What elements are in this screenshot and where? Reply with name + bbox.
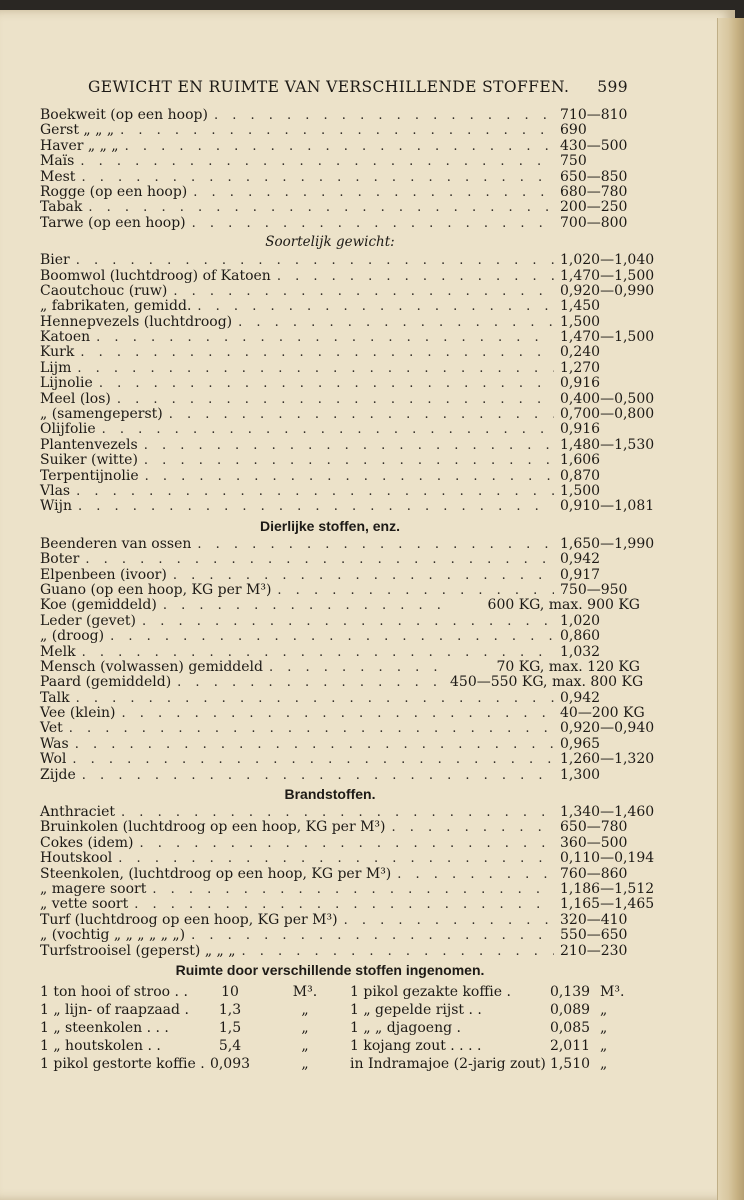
item-label: Meel (los) <box>40 390 111 407</box>
item-value: 1,500 <box>560 482 601 499</box>
list-item <box>40 299 640 314</box>
left-quantity-cell: 0,093 <box>209 1055 251 1072</box>
item-value: 0,700—0,800 <box>560 406 655 423</box>
item-label: Rogge (op een hoop) <box>40 183 188 200</box>
item-label: Haver „ „ „ <box>40 137 119 154</box>
list-item <box>40 568 640 583</box>
leader-dots <box>242 944 555 959</box>
item-value: 210—230 <box>560 942 628 959</box>
item-value: 550—650 <box>560 927 628 944</box>
item-label: Gerst „ „ „ <box>40 122 115 139</box>
list-item <box>40 867 640 882</box>
leader-dots <box>120 123 554 138</box>
leader-dots <box>121 805 554 820</box>
page-content <box>40 107 655 1073</box>
item-value: 0,917 <box>560 566 601 583</box>
leader-dots <box>344 913 554 928</box>
item-label: Wol <box>40 751 67 768</box>
item-value: 0,942 <box>560 551 601 568</box>
item-value: 600 KG, max. 900 KG <box>487 597 640 614</box>
leader-dots <box>163 598 444 613</box>
item-label: Anthraciet <box>40 804 116 821</box>
left-unit-cell: „ <box>301 1001 309 1018</box>
item-label: Terpentijnolie <box>40 467 139 484</box>
leader-dots <box>80 345 554 360</box>
leader-dots <box>75 737 554 752</box>
item-label: „ (samengeperst) <box>40 406 163 423</box>
leader-dots <box>139 836 554 851</box>
leader-dots <box>122 706 554 721</box>
item-value: 1,300 <box>560 766 601 783</box>
list-item <box>40 315 640 330</box>
left-item-cell: 1 „ steenkolen . . . <box>40 1019 169 1036</box>
right-item-cell: 1 kojang zout . . . . <box>350 1037 482 1054</box>
fuels-heading: Brandstoffen. <box>284 786 376 803</box>
leader-dots <box>214 108 554 123</box>
leader-dots <box>76 253 554 268</box>
right-item-cell: in Indramajoe (2-jarig zout) <box>350 1055 546 1072</box>
list-item <box>40 880 655 897</box>
item-value: 1,470—1,500 <box>560 267 655 284</box>
item-value: 1,032 <box>560 643 601 660</box>
left-quantity-cell: 5,4 <box>218 1037 242 1054</box>
leader-dots <box>80 154 554 169</box>
list-item <box>40 629 640 644</box>
leader-dots <box>102 422 554 437</box>
item-value: 1,340—1,460 <box>560 804 655 821</box>
item-value: 0,965 <box>560 735 601 752</box>
item-label: Lijnolie <box>40 375 93 392</box>
item-value: 750 <box>560 153 587 170</box>
right-quantity-cell: 2,011 <box>549 1037 591 1054</box>
item-value: 70 KG, max. 120 KG <box>496 658 640 675</box>
specific-weight-list <box>40 252 655 515</box>
leader-dots <box>197 299 554 314</box>
item-label: Turf (luchtdroog op een hoop, KG per M³) <box>40 911 338 928</box>
list-item <box>40 645 640 660</box>
item-value: 1,165—1,465 <box>560 896 655 913</box>
item-value: 690 <box>560 122 587 139</box>
item-value: 760—860 <box>560 865 628 882</box>
left-unit-cell: „ <box>301 1019 309 1036</box>
list-item <box>40 737 640 752</box>
list-item <box>40 453 640 468</box>
item-label: Tarwe (op een hoop) <box>40 214 186 231</box>
list-item <box>40 535 655 552</box>
item-value: 0,910—1,081 <box>560 498 655 515</box>
item-label: Leder (gevet) <box>40 612 136 629</box>
item-label: Olijfolie <box>40 421 96 438</box>
list-item <box>40 329 655 346</box>
list-item <box>40 583 640 598</box>
item-value: 710—810 <box>560 107 628 123</box>
list-item <box>40 170 640 185</box>
space-occupied-table <box>40 983 640 1073</box>
leader-dots <box>191 928 554 943</box>
list-item <box>40 660 640 675</box>
running-head <box>88 78 628 96</box>
running-head-title: GEWICHT EN RUIMTE VAN VERSCHILLENDE STOFFEN. <box>88 78 570 96</box>
item-value: 0,110—0,194 <box>560 850 655 867</box>
item-value: 1,480—1,530 <box>560 436 655 453</box>
table-row <box>40 983 640 1001</box>
item-value: 0,920—0,940 <box>560 720 655 737</box>
item-label: Koe (gemiddeld) <box>40 597 157 614</box>
animal-substances-list <box>40 535 655 783</box>
leader-dots <box>144 438 554 453</box>
page-number: 599 <box>597 78 628 96</box>
item-value: 0,870 <box>560 467 601 484</box>
leader-dots <box>177 675 444 690</box>
leader-dots <box>397 867 554 882</box>
list-item <box>40 804 655 821</box>
left-item-cell: 1 ton hooi of stroo . . <box>40 983 188 1000</box>
item-label: Wijn <box>40 498 72 515</box>
item-value: 1,650—1,990 <box>560 535 655 552</box>
list-item <box>40 376 640 391</box>
volume-weight-list <box>40 108 640 231</box>
item-label: Vet <box>40 720 63 737</box>
item-label: „ magere soort <box>40 880 147 897</box>
item-label: „ vette soort <box>40 896 129 913</box>
item-value: 0,942 <box>560 689 601 706</box>
item-value: 1,470—1,500 <box>560 329 655 346</box>
leader-dots <box>125 139 554 154</box>
leader-dots <box>78 499 554 514</box>
item-label: Hennepvezels (luchtdroog) <box>40 313 233 330</box>
leader-dots <box>82 645 554 660</box>
list-item <box>40 705 645 722</box>
left-quantity-cell: 1,5 <box>218 1019 242 1036</box>
item-value: 1,270 <box>560 359 601 376</box>
item-value: 430—500 <box>560 137 628 154</box>
leader-dots <box>269 660 444 675</box>
item-value: 700—800 <box>560 214 628 231</box>
list-item <box>40 216 640 231</box>
list-item <box>40 751 655 768</box>
item-label: Kurk <box>40 344 75 361</box>
item-value: 750—950 <box>560 581 628 598</box>
right-unit-cell: M³. <box>600 983 625 1000</box>
item-value: 1,186—1,512 <box>560 880 655 897</box>
item-label: Boter <box>40 551 80 568</box>
item-value: 0,916 <box>560 375 601 392</box>
item-label: Guano (op een hoop, KG per M³) <box>40 581 272 598</box>
item-value: 0,400—0,500 <box>560 390 655 407</box>
item-value: 0,240 <box>560 344 601 361</box>
leader-dots <box>392 820 554 835</box>
item-value: 40—200 KG <box>560 705 645 722</box>
left-item-cell: 1 „ houtskolen . . <box>40 1037 161 1054</box>
leader-dots <box>277 583 554 598</box>
page-edge <box>717 18 744 1200</box>
item-label: Elpenbeen (ivoor) <box>40 566 167 583</box>
left-unit-cell: M³. <box>292 983 318 1000</box>
list-item <box>40 108 640 123</box>
right-item-cell: 1 pikol gezakte koffie . <box>350 983 511 1000</box>
list-item <box>40 139 640 154</box>
left-quantity-cell: 10 <box>221 983 239 1000</box>
list-item <box>40 614 640 629</box>
list-item <box>40 768 640 783</box>
leader-dots <box>81 170 554 185</box>
list-item <box>40 123 640 138</box>
list-item <box>40 185 640 200</box>
list-item <box>40 252 655 269</box>
list-item <box>40 406 655 423</box>
left-item-cell: 1 „ lijn- of raapzaad . <box>40 1001 189 1018</box>
item-value: 0,860 <box>560 628 601 645</box>
leader-dots <box>82 768 554 783</box>
right-quantity-cell: 1,510 <box>549 1055 591 1072</box>
leader-dots <box>144 453 554 468</box>
list-item <box>40 436 655 453</box>
leader-dots <box>192 216 554 231</box>
item-label: Beenderen van ossen <box>40 535 192 552</box>
item-value: 1,020 <box>560 612 601 629</box>
item-label: Zijde <box>40 766 76 783</box>
item-label: Cokes (idem) <box>40 834 134 851</box>
item-label: Maïs <box>40 153 75 170</box>
list-item <box>40 267 655 284</box>
leader-dots <box>96 330 554 345</box>
leader-dots <box>77 361 554 376</box>
leader-dots <box>197 537 554 552</box>
list-item <box>40 674 644 691</box>
left-item-cell: 1 pikol gestorte koffie . <box>40 1055 205 1072</box>
leader-dots <box>99 376 554 391</box>
item-value: 650—780 <box>560 819 628 836</box>
right-quantity-cell: 0,089 <box>549 1001 591 1018</box>
list-item <box>40 469 640 484</box>
item-label: Tabak <box>40 199 83 216</box>
list-item <box>40 820 640 835</box>
item-label: Vlas <box>40 482 71 499</box>
right-unit-cell: „ <box>600 1037 608 1054</box>
item-label: Caoutchouc (ruw) <box>40 282 168 299</box>
item-label: Bruinkolen (luchtdroog op een hoop, KG per M³) <box>40 819 386 836</box>
right-quantity-cell: 0,085 <box>549 1019 591 1036</box>
item-value: 320—410 <box>560 911 628 928</box>
right-unit-cell: „ <box>600 1055 608 1072</box>
item-label: Melk <box>40 643 76 660</box>
item-value: 1,450 <box>560 298 601 315</box>
item-label: Mest <box>40 168 76 185</box>
list-item <box>40 896 655 913</box>
item-label: Vee (klein) <box>40 705 116 722</box>
list-item <box>40 598 640 613</box>
item-value: 680—780 <box>560 183 628 200</box>
list-item <box>40 552 640 567</box>
table-row <box>40 1001 640 1019</box>
item-label: Plantenvezels <box>40 436 138 453</box>
right-unit-cell: „ <box>600 1019 608 1036</box>
list-item <box>40 691 640 706</box>
item-value: 0,916 <box>560 421 601 438</box>
leader-dots <box>193 185 554 200</box>
specific-weight-heading: Soortelijk gewicht: <box>265 234 395 251</box>
right-unit-cell: „ <box>600 1001 608 1018</box>
leader-dots <box>142 614 554 629</box>
list-item <box>40 913 640 928</box>
item-label: Boomwol (luchtdroog) of Katoen <box>40 267 271 284</box>
list-item <box>40 836 640 851</box>
left-unit-cell: „ <box>301 1037 309 1054</box>
list-item <box>40 944 640 959</box>
leader-dots <box>173 568 554 583</box>
item-label: „ (vochtig „ „ „ „ „ „) <box>40 927 186 944</box>
leader-dots <box>152 882 554 897</box>
left-unit-cell: „ <box>301 1055 309 1072</box>
item-label: Katoen <box>40 329 91 346</box>
leader-dots <box>117 392 554 407</box>
item-label: Bier <box>40 252 70 269</box>
list-item <box>40 720 655 737</box>
leader-dots <box>76 691 554 706</box>
right-item-cell: 1 „ „ djagoeng . <box>350 1019 461 1036</box>
item-label: Was <box>40 735 69 752</box>
leader-dots <box>110 629 554 644</box>
leader-dots <box>238 315 554 330</box>
leader-dots <box>134 897 554 912</box>
item-value: 1,606 <box>560 452 601 469</box>
item-label: Suiker (witte) <box>40 452 138 469</box>
table-row <box>40 1055 640 1073</box>
list-item <box>40 850 655 867</box>
item-label: „ (droog) <box>40 628 105 645</box>
item-value: 1,500 <box>560 313 601 330</box>
item-value: 200—250 <box>560 199 628 216</box>
item-label: Turfstrooisel (geperst) „ „ „ <box>40 942 236 959</box>
leader-dots <box>173 284 554 299</box>
item-label: Lijm <box>40 359 72 376</box>
item-label: Houtskool <box>40 850 113 867</box>
table-row <box>40 1019 640 1037</box>
list-item <box>40 282 655 299</box>
leader-dots <box>118 851 554 866</box>
item-label: Steenkolen, (luchtdroog op een hoop, KG per M³) <box>40 865 392 882</box>
item-label: Mensch (volwassen) gemiddeld <box>40 658 263 675</box>
item-value: 650—850 <box>560 168 628 185</box>
item-label: Talk <box>40 689 70 706</box>
list-item <box>40 498 655 515</box>
item-label: Paard (gemiddeld) <box>40 674 172 691</box>
list-item <box>40 154 640 169</box>
item-value: 0,920—0,990 <box>560 282 655 299</box>
item-value: 1,020—1,040 <box>560 252 655 269</box>
leader-dots <box>169 407 554 422</box>
item-value: 360—500 <box>560 834 628 851</box>
leader-dots <box>145 469 554 484</box>
item-label: „ fabrikaten, gemidd. <box>40 298 192 315</box>
right-quantity-cell: 0,139 <box>549 983 591 1000</box>
list-item <box>40 422 640 437</box>
left-quantity-cell: 1,3 <box>218 1001 242 1018</box>
fuels-list <box>40 804 655 959</box>
leader-dots <box>277 269 554 284</box>
list-item <box>40 345 640 360</box>
leader-dots <box>72 752 554 767</box>
table-row <box>40 1037 640 1055</box>
right-item-cell: 1 „ gepelde rijst . . <box>350 1001 482 1018</box>
list-item <box>40 200 640 215</box>
list-item <box>40 928 640 943</box>
leader-dots <box>76 484 554 499</box>
item-value: 1,260—1,320 <box>560 751 655 768</box>
list-item <box>40 484 640 499</box>
animal-substances-heading: Dierlijke stoffen, enz. <box>259 517 401 534</box>
item-label: Boekweit (op een hoop) <box>40 107 208 123</box>
leader-dots <box>69 721 554 736</box>
leader-dots <box>88 200 554 215</box>
leader-dots <box>85 552 554 567</box>
list-item <box>40 390 655 407</box>
list-item <box>40 361 640 376</box>
space-occupied-heading: Ruimte door verschillende stoffen ingenomen. <box>175 961 485 978</box>
item-value: 450—550 KG, max. 800 KG <box>450 674 644 691</box>
